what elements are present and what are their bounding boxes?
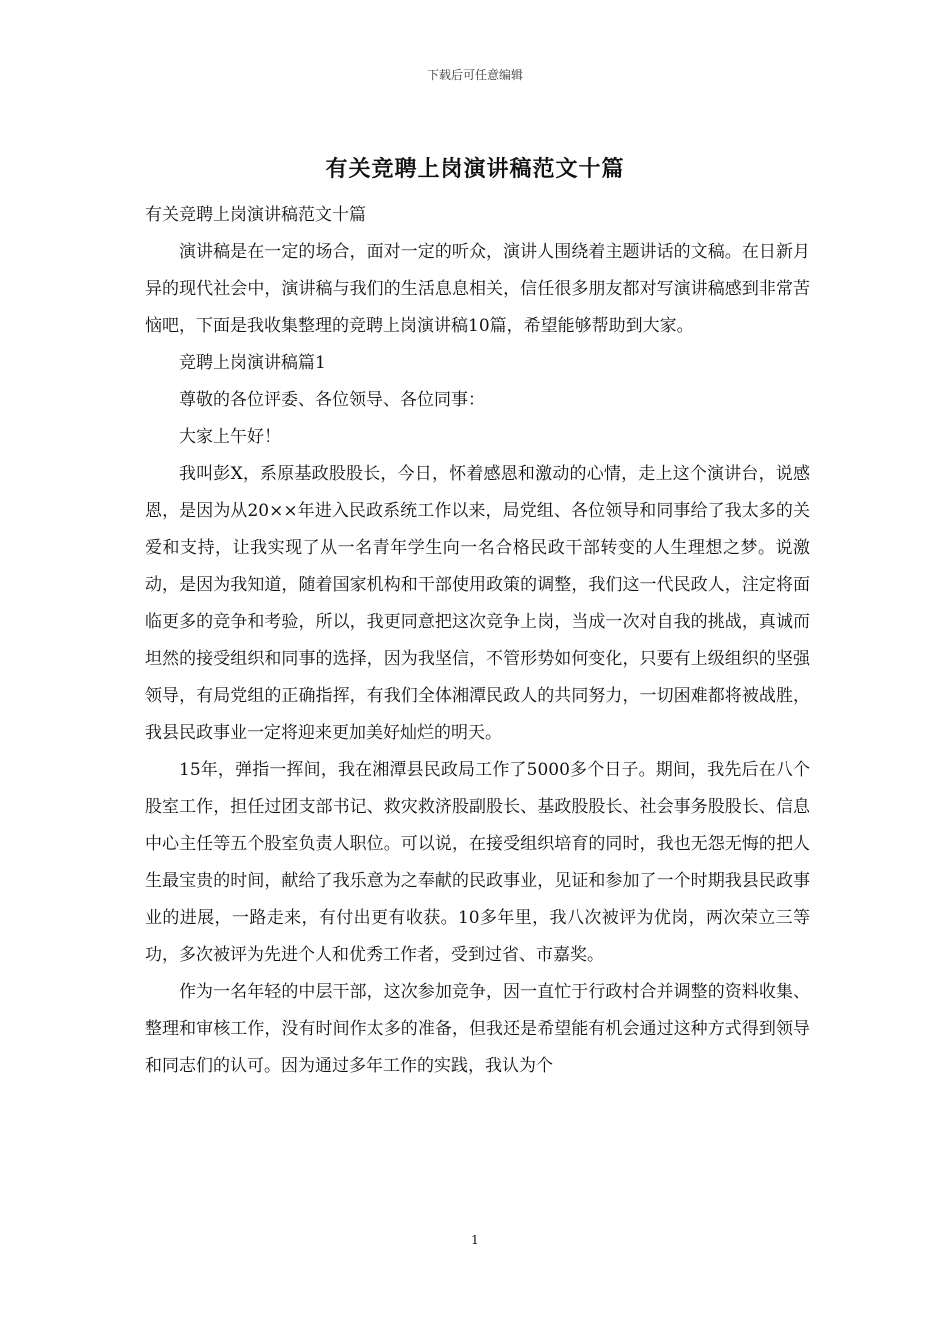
intro-paragraph: 演讲稿是在一定的场合，面对一定的听众，演讲人围绕着主题讲话的文稿。在日新月异的现代社会中，演讲稿与我们的生活息息相关，信任很多朋友都对写演讲稿感到非常苦恼吧，下面是我收集整理的竞聘上岗演讲稿10篇，希望能够帮助到大家。: [145, 242, 810, 336]
body-paragraph: 作为一名年轻的中层干部，这次参加竞争，因一直忙于行政村合并调整的资料收集、整理和审核工作，没有时间作太多的准备，但我还是希望能有机会通过这种方式得到领导和同志们的认可。因为通过多年工作的实践，我认为个: [145, 982, 810, 1076]
document-title: 有关竞聘上岗演讲稿范文十篇: [325, 156, 625, 182]
section-heading: 竞聘上岗演讲稿篇1: [179, 353, 326, 373]
body-paragraph: 15年，弹指一挥间，我在湘潭县民政局工作了5000多个日子。期间，我先后在八个股室工作，担任过团支部书记、救灾救济股副股长、基政股股长、社会事务股股长、信息中心主任等五个股室负责人职位。可以说，在接受组织培育的同时，我也无怨无悔的把人生最宝贵的时间，献给了我乐意为之奉献的民政事业，见证和参加了一个时期我县民政事业的进展，一路走来，有付出更有收获。10多年里，我八次被评为优岗，两次荣立三等功，多次被评为先进个人和优秀工作者，受到过省、市嘉奖。: [145, 760, 810, 965]
body-paragraph: 我叫彭X，系原基政股股长，今日，怀着感恩和激动的心情，走上这个演讲台，说感恩，是因为从20××年进入民政系统工作以来，局党组、各位领导和同事给了我太多的关爱和支持，让我实现了从一名青年学生向一名合格民政干部转变的人生理想之梦。说激动，是因为我知道，随着国家机构和干部使用政策的调整，我们这一代民政人，注定将面临更多的竞争和考验，所以，我更同意把这次竞争上岗，当成一次对自我的挑战，真诚而坦然的接受组织和同事的选择，因为我坚信，不管形势如何变化，只要有上级组织的坚强领导，有局党组的正确指挥，有我们全体湘潭民政人的共同努力，一切困难都将被战胜，我县民政事业一定将迎来更加美好灿烂的明天。: [145, 464, 810, 743]
page-number: 1: [471, 1233, 479, 1247]
greeting: 大家上午好！: [179, 427, 281, 447]
header-note: 下载后可任意编辑: [426, 68, 523, 82]
salutation: 尊敬的各位评委、各位领导、各位同事：: [179, 390, 485, 410]
document-body: [145, 197, 810, 1085]
subtitle-paragraph: 有关竞聘上岗演讲稿范文十篇: [145, 205, 366, 225]
